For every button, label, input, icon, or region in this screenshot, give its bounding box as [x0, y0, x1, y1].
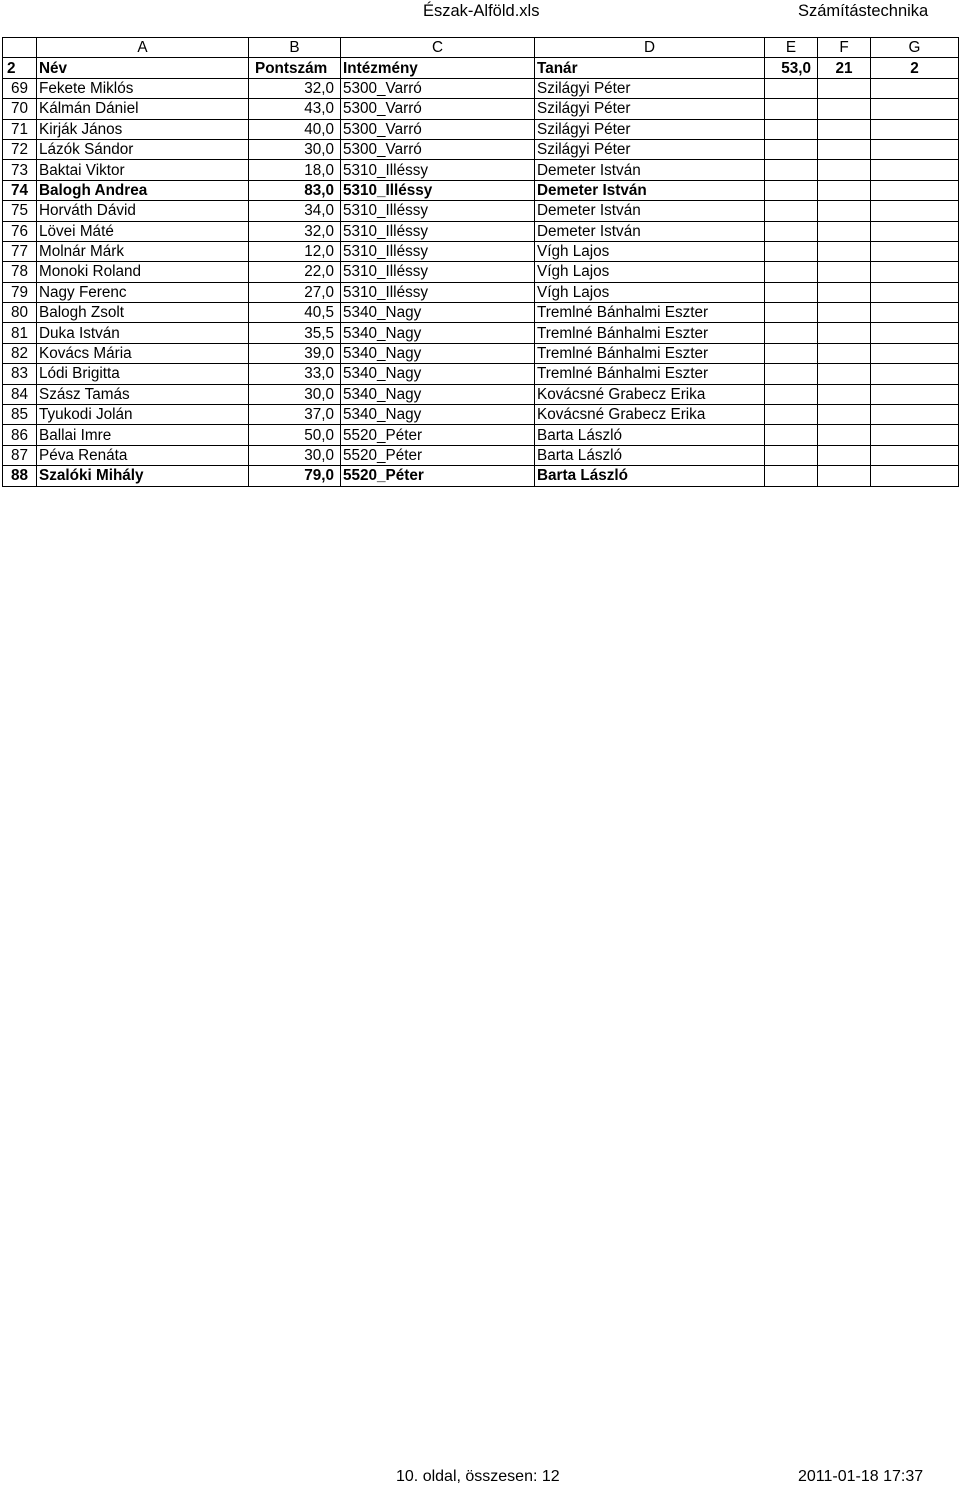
cell-f: [818, 201, 871, 221]
row-number: 87: [3, 445, 37, 465]
table-row: [3, 405, 959, 425]
cell-e: [765, 282, 818, 302]
cell-f: [818, 445, 871, 465]
cell-f: [818, 180, 871, 200]
cell-f: [818, 405, 871, 425]
cell-teacher: Barta László: [535, 445, 765, 465]
column-header: A: [37, 38, 249, 58]
table-row: [3, 221, 959, 241]
cell-f: [818, 343, 871, 363]
cell-g: [871, 160, 959, 180]
cell-name: Kirják János: [37, 119, 249, 139]
cell-f: [818, 139, 871, 159]
cell-g: [871, 425, 959, 445]
cell-e: [765, 323, 818, 343]
table-row: [3, 303, 959, 323]
cell-e: [765, 466, 818, 486]
page-footer: [0, 1468, 960, 1488]
cell-score: 22,0: [249, 262, 341, 282]
cell-teacher: Barta László: [535, 466, 765, 486]
table-row: [3, 160, 959, 180]
table-row: [3, 201, 959, 221]
cell-institution: 5520_Péter: [341, 425, 535, 445]
cell-g: [871, 282, 959, 302]
cell-score: 50,0: [249, 425, 341, 445]
cell-e: [765, 241, 818, 261]
cell-institution: 5310_Illéssy: [341, 241, 535, 261]
cell-f: [818, 282, 871, 302]
field-score: Pontszám: [249, 58, 341, 78]
sheet-name: Számítástechnika: [798, 2, 929, 20]
cell-teacher: Kovácsné Grabecz Erika: [535, 405, 765, 425]
cell-e: [765, 445, 818, 465]
cell-score: 12,0: [249, 241, 341, 261]
table-row: [3, 343, 959, 363]
table-row: [3, 99, 959, 119]
row-number: 74: [3, 180, 37, 200]
cell-score: 27,0: [249, 282, 341, 302]
cell-score: 83,0: [249, 180, 341, 200]
cell-score: 30,0: [249, 384, 341, 404]
cell-e: [765, 384, 818, 404]
cell-e: [765, 405, 818, 425]
table-row: [3, 364, 959, 384]
cell-e: [765, 425, 818, 445]
cell-teacher: Vígh Lajos: [535, 282, 765, 302]
cell-institution: 5340_Nagy: [341, 384, 535, 404]
cell-g: [871, 78, 959, 98]
cell-name: Lázók Sándor: [37, 139, 249, 159]
cell-g: [871, 201, 959, 221]
cell-name: Ballai Imre: [37, 425, 249, 445]
row-number: 71: [3, 119, 37, 139]
cell-e: [765, 303, 818, 323]
cell-score: 32,0: [249, 221, 341, 241]
cell-score: 39,0: [249, 343, 341, 363]
table-row: [3, 180, 959, 200]
cell-g: [871, 303, 959, 323]
field-institution: Intézmény: [341, 58, 535, 78]
table-row: [3, 445, 959, 465]
cell-f: [818, 364, 871, 384]
cell-teacher: Szilágyi Péter: [535, 139, 765, 159]
row-number: 86: [3, 425, 37, 445]
cell-institution: 5310_Illéssy: [341, 180, 535, 200]
cell-score: 33,0: [249, 364, 341, 384]
cell-institution: 5300_Varró: [341, 119, 535, 139]
cell-g: [871, 139, 959, 159]
cell-score: 18,0: [249, 160, 341, 180]
cell-g: [871, 384, 959, 404]
table-row: [3, 139, 959, 159]
cell-f: [818, 160, 871, 180]
field-teacher: Tanár: [535, 58, 765, 78]
cell-name: Kálmán Dániel: [37, 99, 249, 119]
cell-e: [765, 180, 818, 200]
row-number: 79: [3, 282, 37, 302]
row-number: 81: [3, 323, 37, 343]
column-header-row: [3, 38, 959, 58]
cell-f: [818, 425, 871, 445]
cell-name: Fekete Miklós: [37, 78, 249, 98]
cell-e: [765, 78, 818, 98]
cell-f: [818, 99, 871, 119]
cell-score: 43,0: [249, 99, 341, 119]
cell-g: [871, 241, 959, 261]
cell-name: Lódi Brigitta: [37, 364, 249, 384]
row-number: 82: [3, 343, 37, 363]
column-header: C: [341, 38, 535, 58]
cell-f: [818, 119, 871, 139]
cell-name: Lövei Máté: [37, 221, 249, 241]
cell-score: 34,0: [249, 201, 341, 221]
cell-institution: 5340_Nagy: [341, 405, 535, 425]
cell-institution: 5300_Varró: [341, 99, 535, 119]
cell-score: 30,0: [249, 445, 341, 465]
table-row: [3, 323, 959, 343]
cell-institution: 5520_Péter: [341, 445, 535, 465]
table-row: [3, 425, 959, 445]
cell-teacher: Vígh Lajos: [535, 241, 765, 261]
field-name: Név: [37, 58, 249, 78]
cell-e: [765, 262, 818, 282]
row-number: 78: [3, 262, 37, 282]
cell-g: [871, 405, 959, 425]
row-number: 70: [3, 99, 37, 119]
cell-f: [818, 262, 871, 282]
row-number: 88: [3, 466, 37, 486]
cell-institution: 5310_Illéssy: [341, 221, 535, 241]
cell-name: Monoki Roland: [37, 262, 249, 282]
column-header: G: [871, 38, 959, 58]
field-e: 53,0: [765, 58, 818, 78]
page-header: [0, 0, 960, 24]
cell-name: Szalóki Mihály: [37, 466, 249, 486]
cell-teacher: Demeter István: [535, 201, 765, 221]
cell-institution: 5310_Illéssy: [341, 160, 535, 180]
cell-teacher: Tremlné Bánhalmi Eszter: [535, 364, 765, 384]
cell-institution: 5300_Varró: [341, 78, 535, 98]
cell-institution: 5310_Illéssy: [341, 201, 535, 221]
table-row: [3, 241, 959, 261]
cell-teacher: Tremlné Bánhalmi Eszter: [535, 343, 765, 363]
cell-score: 40,0: [249, 119, 341, 139]
cell-name: Balogh Andrea: [37, 180, 249, 200]
cell-teacher: Tremlné Bánhalmi Eszter: [535, 303, 765, 323]
row-number: 77: [3, 241, 37, 261]
cell-teacher: Demeter István: [535, 160, 765, 180]
cell-g: [871, 323, 959, 343]
cell-teacher: Demeter István: [535, 221, 765, 241]
cell-teacher: Szilágyi Péter: [535, 99, 765, 119]
cell-name: Szász Tamás: [37, 384, 249, 404]
cell-institution: 5340_Nagy: [341, 364, 535, 384]
cell-e: [765, 221, 818, 241]
cell-name: Balogh Zsolt: [37, 303, 249, 323]
cell-g: [871, 466, 959, 486]
row-number: 76: [3, 221, 37, 241]
cell-e: [765, 139, 818, 159]
cell-score: 32,0: [249, 78, 341, 98]
cell-f: [818, 466, 871, 486]
cell-f: [818, 384, 871, 404]
cell-name: Baktai Viktor: [37, 160, 249, 180]
row-number: 84: [3, 384, 37, 404]
row-number: 85: [3, 405, 37, 425]
cell-e: [765, 160, 818, 180]
cell-g: [871, 119, 959, 139]
cell-teacher: Tremlné Bánhalmi Eszter: [535, 323, 765, 343]
cell-g: [871, 221, 959, 241]
row-number: 72: [3, 139, 37, 159]
field-f: 21: [818, 58, 871, 78]
cell-e: [765, 119, 818, 139]
cell-score: 40,5: [249, 303, 341, 323]
print-datetime: 2011-01-18 17:37: [798, 1468, 924, 1485]
cell-e: [765, 343, 818, 363]
cell-name: Duka István: [37, 323, 249, 343]
cell-teacher: Kovácsné Grabecz Erika: [535, 384, 765, 404]
cell-institution: 5310_Illéssy: [341, 262, 535, 282]
table-row: [3, 466, 959, 486]
cell-score: 30,0: [249, 139, 341, 159]
cell-e: [765, 99, 818, 119]
column-header: E: [765, 38, 818, 58]
cell-g: [871, 445, 959, 465]
cell-name: Tyukodi Jolán: [37, 405, 249, 425]
cell-institution: 5340_Nagy: [341, 323, 535, 343]
cell-f: [818, 323, 871, 343]
cell-teacher: Barta László: [535, 425, 765, 445]
cell-institution: 5300_Varró: [341, 139, 535, 159]
cell-f: [818, 241, 871, 261]
cell-f: [818, 78, 871, 98]
cell-name: Péva Renáta: [37, 445, 249, 465]
cell-g: [871, 343, 959, 363]
row-number: 69: [3, 78, 37, 98]
table-row: [3, 282, 959, 302]
cell-g: [871, 99, 959, 119]
cell-score: 79,0: [249, 466, 341, 486]
cell-e: [765, 201, 818, 221]
row-number: 75: [3, 201, 37, 221]
cell-f: [818, 303, 871, 323]
cell-e: [765, 364, 818, 384]
cell-g: [871, 364, 959, 384]
cell-institution: 5340_Nagy: [341, 303, 535, 323]
column-header: F: [818, 38, 871, 58]
cell-institution: 5340_Nagy: [341, 343, 535, 363]
cell-institution: 5310_Illéssy: [341, 282, 535, 302]
row-number: 83: [3, 364, 37, 384]
row-number: 80: [3, 303, 37, 323]
cell-name: Horváth Dávid: [37, 201, 249, 221]
spreadsheet-table: [2, 37, 959, 487]
file-name: Észak-Alföld.xls: [423, 2, 540, 20]
cell-teacher: Vígh Lajos: [535, 262, 765, 282]
column-header: D: [535, 38, 765, 58]
cell-name: Molnár Márk: [37, 241, 249, 261]
cell-institution: 5520_Péter: [341, 466, 535, 486]
cell-score: 37,0: [249, 405, 341, 425]
cell-teacher: Demeter István: [535, 180, 765, 200]
column-header: B: [249, 38, 341, 58]
table-row: [3, 78, 959, 98]
table-row: [3, 384, 959, 404]
corner-cell: [3, 38, 37, 58]
cell-name: Nagy Ferenc: [37, 282, 249, 302]
cell-f: [818, 221, 871, 241]
table-row: [3, 119, 959, 139]
cell-name: Kovács Mária: [37, 343, 249, 363]
cell-g: [871, 180, 959, 200]
page-info: 10. oldal, összesen: 12: [396, 1468, 560, 1485]
cell-teacher: Szilágyi Péter: [535, 119, 765, 139]
cell-g: [871, 262, 959, 282]
row-number: 2: [3, 58, 37, 78]
row-number: 73: [3, 160, 37, 180]
cell-teacher: Szilágyi Péter: [535, 78, 765, 98]
cell-score: 35,5: [249, 323, 341, 343]
table-row: [3, 262, 959, 282]
field-header-row: [3, 58, 959, 78]
field-g: 2: [871, 58, 959, 78]
